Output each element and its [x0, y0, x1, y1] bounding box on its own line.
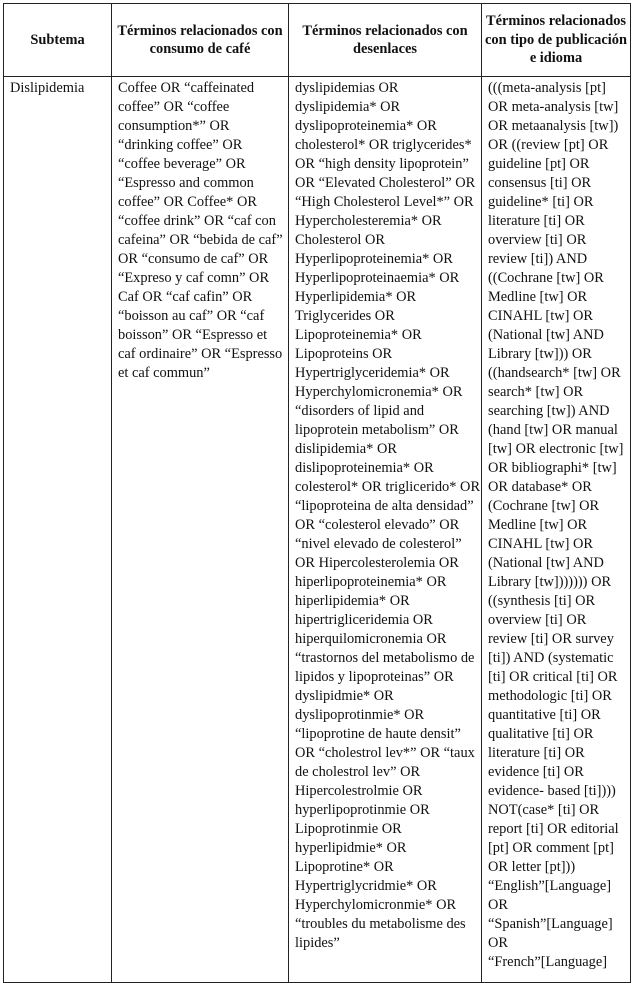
cell-line: caf ordinaire” OR “Espresso	[118, 346, 283, 362]
cell-line: “French”[Language]	[488, 954, 608, 970]
cell-line: OR database* OR	[488, 479, 592, 495]
cell-line: OR “colesterol elevado” OR	[295, 517, 460, 533]
cell-line: overview [ti] OR	[488, 612, 587, 628]
header-subtema: Subtema	[4, 4, 112, 77]
cell-line: hyperlipoprotinmie OR	[295, 802, 430, 818]
cell-line: OR “cholestrol lev*” OR “taux	[295, 745, 475, 761]
cell-line: (((meta-analysis [pt]	[488, 80, 606, 96]
cell-line: OR meta-analysis [tw]	[488, 99, 619, 115]
cell-line: “Spanish”[Language]	[488, 916, 613, 932]
cell-line: review [ti]) AND	[488, 251, 588, 267]
cell-outcome-terms	[289, 77, 482, 983]
cell-line: overview [ti] OR	[488, 232, 587, 248]
cell-subtema	[4, 77, 112, 983]
cell-line: “lipoproteina de alta densidad”	[295, 498, 474, 514]
cell-line: cafeina” OR “bebida de caf”	[118, 232, 283, 248]
cell-line: [tw] OR electronic [tw]	[488, 441, 624, 457]
cell-line: hipertrigliceridemia OR	[295, 612, 433, 628]
cell-line: [ti] OR critical [ti] OR	[488, 669, 618, 685]
cell-line: CINAHL [tw] OR	[488, 308, 593, 324]
cell-line: (Cochrane [tw] OR	[488, 498, 600, 514]
cell-line: Library [tw])) OR	[488, 346, 592, 362]
cell-line: OR metaanalysis [tw])	[488, 118, 619, 134]
cell-line: OR “Elevated Cholesterol” OR	[295, 175, 476, 191]
cell-line: OR “consumo de caf” OR	[118, 251, 269, 267]
cell-line: Lipoproteins OR	[295, 346, 393, 362]
cell-line: “nivel elevado de colesterol”	[295, 536, 462, 552]
cell-line: “coffee beverage” OR	[118, 156, 246, 172]
header-publication-terms: Términos relacionados con tipo de publicación e idioma	[482, 4, 631, 77]
header-row	[4, 4, 631, 77]
cell-line: evidence- based [ti])))	[488, 783, 616, 799]
cell-line: Hyperchylomicronemia* OR	[295, 384, 463, 400]
cell-line: “disorders of lipid and	[295, 403, 425, 419]
cell-line: “boisson au caf” OR “caf	[118, 308, 265, 324]
cell-line: (hand [tw] OR manual	[488, 422, 618, 438]
cell-line: ((handsearch* [tw] OR	[488, 365, 621, 381]
cell-line: Lipoproteinemia* OR	[295, 327, 422, 343]
cell-line: boisson” OR “Espresso et	[118, 327, 268, 343]
cell-line: OR ((review [pt] OR	[488, 137, 609, 153]
cell-line: Hypertriglyceridemia* OR	[295, 365, 450, 381]
cell-line: ((synthesis [ti] OR	[488, 593, 596, 609]
cell-line: OR	[488, 935, 508, 951]
cell-line: “lipoprotine de haute densit”	[295, 726, 461, 742]
cell-line: hiperquilomicronemia OR	[295, 631, 447, 647]
cell-line: lipides”	[295, 935, 340, 951]
cell-line: “troubles du metabolisme des	[295, 916, 466, 932]
cell-line: Hipercolestrolmie OR	[295, 783, 423, 799]
cell-line: “Expreso y caf comn” OR	[118, 270, 270, 286]
cell-line: consumption*” OR	[118, 118, 230, 134]
cell-line: dyslipidemias OR	[295, 80, 399, 96]
cell-line: evidence [ti] OR	[488, 764, 584, 780]
cell-line: dyslipidemia* OR	[295, 99, 401, 115]
cell-line: dislipidemia* OR	[295, 441, 397, 457]
cell-line: consensus [ti] OR	[488, 175, 592, 191]
cell-line: guideline* [ti] OR	[488, 194, 594, 210]
table-row	[4, 77, 631, 983]
cell-line: methodologic [ti] OR	[488, 688, 612, 704]
cell-line: (National [tw] AND	[488, 555, 604, 571]
cell-line: Library [tw])))))) OR	[488, 574, 612, 590]
cell-line: NOT(case* [ti] OR	[488, 802, 600, 818]
cell-line: CINAHL [tw] OR	[488, 536, 593, 552]
cell-line: OR	[488, 897, 508, 913]
cell-line: Hyperlipoproteinaemia* OR	[295, 270, 460, 286]
cell-line: Hyperlipidemia* OR	[295, 289, 417, 305]
cell-line: “coffee drink” OR “caf con	[118, 213, 276, 229]
cell-line: lipidos y lipoproteinas” OR	[295, 669, 454, 685]
cell-line: et caf commun”	[118, 365, 210, 381]
cell-line: literature [ti] OR	[488, 745, 585, 761]
cell-line: Hyperchylomicronmie* OR	[295, 897, 457, 913]
header-outcome-terms: Términos relacionados con desenlaces	[289, 4, 482, 77]
cell-line: search* [tw] OR	[488, 384, 584, 400]
cell-line: hiperlipidemia* OR	[295, 593, 410, 609]
cell-line: “drinking coffee” OR	[118, 137, 243, 153]
cell-line: lipoprotein metabolism” OR	[295, 422, 459, 438]
cell-line: OR Hipercolesterolemia OR	[295, 555, 459, 571]
cell-line: [ti]) AND (systematic	[488, 650, 614, 666]
cell-line: Dislipidemia	[10, 80, 85, 96]
cell-line: coffee” OR Coffee* OR	[118, 194, 257, 210]
cell-line: de cholestrol lev” OR	[295, 764, 421, 780]
cell-line: Hypertriglycridmie* OR	[295, 878, 437, 894]
cell-line: review [ti] OR survey	[488, 631, 614, 647]
cell-line: Caf OR “caf cafin” OR	[118, 289, 253, 305]
cell-line: Coffee OR “caffeinated	[118, 80, 255, 96]
cell-line: dyslipidmie* OR	[295, 688, 394, 704]
cell-line: quantitative [ti] OR	[488, 707, 601, 723]
cell-line: literature [ti] OR	[488, 213, 585, 229]
cell-line: Triglycerides OR	[295, 308, 395, 324]
cell-line: “English”[Language]	[488, 878, 612, 894]
cell-line: dislipoproteinemia* OR	[295, 460, 434, 476]
cell-line: searching [tw]) AND	[488, 403, 610, 419]
cell-line: hiperlipoproteinemia* OR	[295, 574, 447, 590]
cell-line: OR “high density lipoprotein”	[295, 156, 469, 172]
cell-line: OR bibliographi* [tw]	[488, 460, 617, 476]
cell-line: Medline [tw] OR	[488, 289, 588, 305]
cell-line: coffee” OR “coffee	[118, 99, 230, 115]
cell-line: cholesterol* OR triglycerides*	[295, 137, 472, 153]
cell-line: Lipoprotinmie OR	[295, 821, 402, 837]
cell-line: Medline [tw] OR	[488, 517, 588, 533]
cell-line: OR letter [pt]))	[488, 859, 576, 875]
cell-line: “High Cholesterol Level*” OR	[295, 194, 474, 210]
cell-line: report [ti] OR editorial	[488, 821, 619, 837]
cell-line: ((Cochrane [tw] OR	[488, 270, 604, 286]
cell-line: hyperlipidmie* OR	[295, 840, 407, 856]
cell-line: “Espresso and common	[118, 175, 254, 191]
cell-coffee-terms	[112, 77, 289, 983]
cell-line: Cholesterol OR	[295, 232, 385, 248]
cell-line: Hypercholesteremia* OR	[295, 213, 442, 229]
cell-line: Hyperlipoproteinemia* OR	[295, 251, 453, 267]
cell-line: guideline [pt] OR	[488, 156, 590, 172]
cell-line: dyslipoproteinemia* OR	[295, 118, 437, 134]
cell-line: dyslipoprotinmie* OR	[295, 707, 425, 723]
cell-line: Lipoprotine* OR	[295, 859, 394, 875]
cell-line: colesterol* OR triglicerido* OR	[295, 479, 481, 495]
cell-line: qualitative [ti] OR	[488, 726, 594, 742]
header-coffee-terms: Términos relacionados con consumo de café	[112, 4, 289, 77]
cell-line: (National [tw] AND	[488, 327, 604, 343]
cell-line: [pt] OR comment [pt]	[488, 840, 614, 856]
cell-publication-terms	[482, 77, 631, 983]
search-terms-table	[3, 3, 631, 983]
cell-line: “trastornos del metabolismo de	[295, 650, 475, 666]
